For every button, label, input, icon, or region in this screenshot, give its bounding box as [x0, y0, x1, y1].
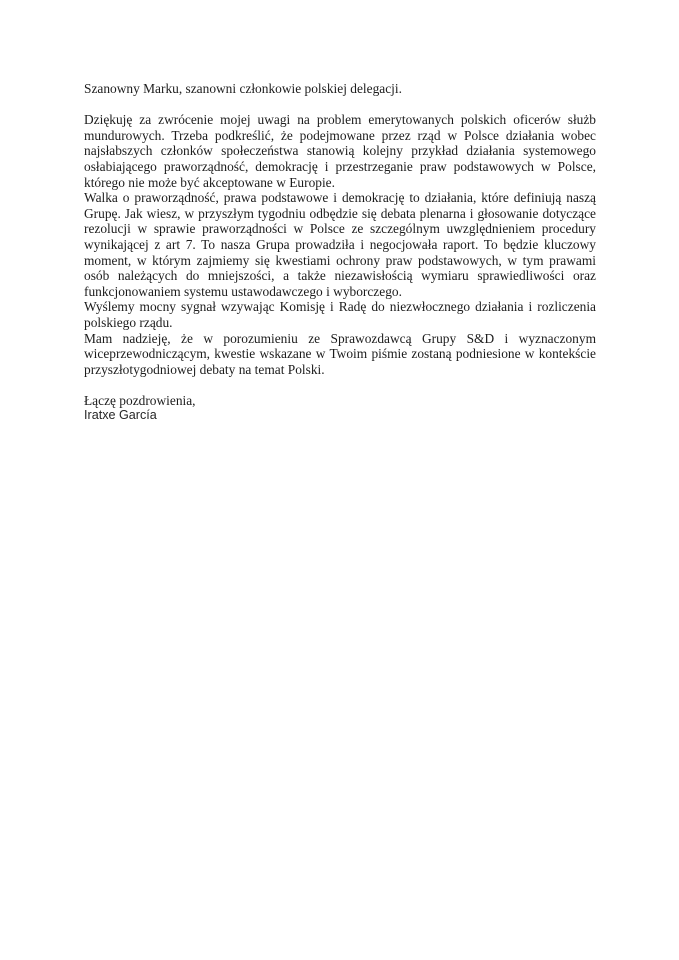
letter-paragraph-4: Mam nadzieję, że w porozumieniu ze Sprawozdawcą Grupy S&D i wyznaczonym wiceprzewodniczącym, kwestie wskazane w Twoim piśmie zostaną podniesione w kontekście przyszłotygodniowej debaty na temat Polski. — [84, 330, 596, 377]
letter-salutation: Szanowny Marku, szanowni członkowie polskiej delegacji. — [84, 81, 402, 96]
letter-signature: Iratxe García — [84, 408, 157, 423]
letter-closing: Łączę pozdrowienia, — [84, 392, 196, 408]
letter-paragraph-2: Walka o praworządność, prawa podstawowe i demokrację to działania, które definiują naszą Grupę. Jak wiesz, w przyszłym tygodniu odbędzie się debata plenarna i głosowanie dotyczące rezolucji w sprawie praworządności w Polsce ze szczególnym uwzględnieniem procedury wynikającej z art 7. To nasza Grupa prowadziła i negocjowała raport. To będzie kluczowy moment, w którym zajmiemy się kwestiami ochrony praw podstawowych, w tym prawami osób należących do mniejszości, a także niezawisłością wymiaru sprawiedliwości oraz funkcjonowaniem systemu ustawodawczego i wyborczego. — [84, 190, 596, 299]
letter-content — [84, 81, 596, 424]
letter-closing-block — [84, 393, 596, 424]
letter-paragraph-3: Wyślemy mocny sygnał wzywając Komisję i Radę do niezwłocznego działania i rozliczenia polskiego rządu. — [84, 299, 596, 330]
letter-paragraph-1: Dziękuję za zwrócenie mojej uwagi na problem emerytowanych polskich oficerów służb mundurowych. Trzeba podkreślić, że podejmowane przez rząd w Polsce działania wobec najsłabszych członków społeczeństwa stanowią kolejny przykład działania systemowego osłabiającego praworządność, demokrację i przestrzeganie praw podstawowych w Polsce, którego nie może być akceptowane w Europie. — [84, 112, 596, 190]
